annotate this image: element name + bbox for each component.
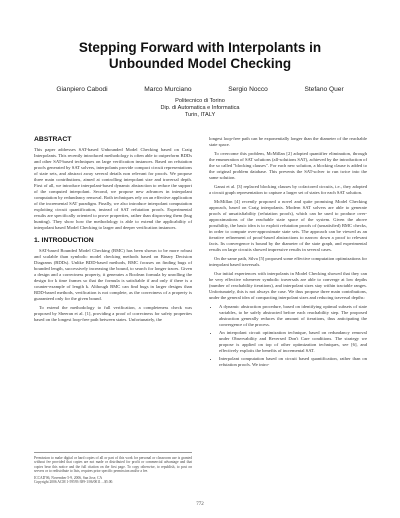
author-name: Gianpiero Cabodi — [56, 86, 108, 93]
abstract-heading: ABSTRACT — [34, 136, 72, 143]
title-line-1: Stepping Forward with Interpolants in — [78, 40, 322, 55]
author-name: Stefano Quer — [304, 86, 344, 93]
left-column — [34, 136, 192, 326]
abstract-text: This paper addresses SAT-based Unbounded Model Checking based on Craig Interpolants. This recently introduced methodology is often able to outperform BDDs and other SAT-based techniques on large verification instances. Based on refutation proofs generated by SAT solvers, interpolants provide compact circuit representations of state sets, and abstract away several details non relevant for proofs. We propose three main contributions, aimed at controlling interpolant size and traversal depth. First of all, we introduce interpolant-based dynamic abstraction to reduce the support of the computed interpolant. Second, we propose new advances in interpolant computation by redundancy removal. Both techniques rely on an effective application of the incremental SAT paradigm. Finally, we also introduce interpolant computation exploiting circuit quantification, instead of SAT refutation proofs. Experimental results are specifically oriented to prove properties, rather than disproving them (bug hunting). They show how the methodology is able to extend the applicability of interpolant based Model Checking to larger and deeper verification instances. — [34, 147, 192, 230]
affiliation-line: Turin, ITALY — [184, 112, 216, 118]
list-item: • Interpolant computation based on circuit based quantification, rather than on refutation proofs. We intro- — [219, 356, 367, 368]
author-name: Marco Murciano — [144, 86, 192, 93]
list-item: • A dynamic abstraction procedure, based on identifying optimal subsets of state variables, to be safely abstracted before each reachability step. The proposed abstraction generally reduces the amount of iterations, thus anticipating the convergence of the process. — [219, 304, 367, 328]
affiliation — [0, 98, 400, 119]
permission-notice: Permission to make digital or hard copies of all or part of this work for personal or classroom use is granted without fee provided that copies are not made or distributed for profit or commercial advantage and that copies bear this notice and the full citation on the first page. To copy otherwise, to republish, to post on servers or to redistribute to lists, requires prior specific permission and/or a fee. — [34, 456, 192, 474]
list-item: • An interpolant circuit optimization technique, based on redundancy removal under Observability and Reversed Don't Care conditions. The strategy we propose is applied on top of other optimization techniques, see [6], and effectively exploits the benefits of incremental SAT. — [219, 330, 367, 354]
affiliation-line: Politecnico di Torino — [175, 98, 225, 104]
contribution-list — [209, 304, 367, 368]
paper-title — [0, 40, 400, 72]
paragraph: McMillan [4] recently proposed a novel and quite promising Model Checking approach, based on Craig interpolants. Modern SAT solvers are able to generate proofs of unsatisfiability (refutation proofs), which can be used to produce over-approximations of the reachable state space of the system. Given the above possibility, the basic idea is to exploit refutation proofs of (unsatisfied) BMC checks, in order to compute over-approximate state sets. The approach can be viewed as an iterative refinement of proof-based abstractions to narrow down a proof to relevant facts. Its convergence is bound by the diameter of the state graph, and experimental results on large circuits showed impressive results in several cases. — [209, 199, 367, 252]
copyright-footnote — [34, 452, 192, 484]
author-name: Sergio Nocco — [228, 86, 268, 93]
paragraph: SAT-based Bounded Model Checking (BMC) has been shown to be more robust and scalable than symbolic model checking methods based on Binary Decision Diagrams (BDDs). Unlike BDD-based methods, BMC focuses on finding bugs of bounded length, successively increasing the bound, to search for longer traces. Given a design and a correctness property, it generates a Boolean formula by unrolling the design for k time frames so that the formula is satisfiable if and only if there is a counter-example of length k. Although BMC can find bugs in larger designs than BDD-based methods, verification is not complete, as the correctness of a property is guaranteed only for the given bound. — [34, 248, 192, 301]
page-number: 772 — [196, 502, 204, 507]
paragraph: Ganai et al. [3] replaced blocking clauses by cofactored circuits, i.e., they adopted a circuit graph representation to capture a larger set of states for each SAT solution. — [209, 184, 367, 195]
author-list — [0, 86, 400, 93]
paragraph: Our initial experiences with interpolants in Model Checking showed that they can be very effective whenever symbolic traversals are able to converge at low depths (number of reachability iterations), and interpolant sizes stay within tractable ranges. Unfortunately, this is not always the case. We thus propose three main contributions, under the general idea of compacting interpolant sizes and reducing traversal depths: — [209, 271, 367, 300]
paragraph: To extend the methodology to full verification, a completeness check was proposed by Sheeran et al. [1], providing a proof of correctness for safety properties based on the longest loop-free path between states. Unfortunately, the — [34, 305, 192, 322]
paragraph: longest loop-free path can be exponentially longer than the diameter of the reachable state space. — [209, 136, 367, 147]
title-line-2: Unbounded Model Checking — [108, 56, 292, 71]
affiliation-line: Dip. di Automatica e Informatica — [160, 105, 240, 111]
right-column — [209, 136, 367, 370]
conference-info: ICCAD'06, November 5-9, 2006, San Jose, CA — [34, 475, 103, 480]
paragraph: To overcome this problem, McMillan [2] adopted quantifier elimination, through the enumeration of SAT solutions (all-solutions SAT), achieved by the introduction of the so called "blocking clauses". For each new solution, a blocking clause is added to the original problem database. This prevents the SAT-solver to run twice into the same solution. — [209, 151, 367, 180]
copyright-line: Copyright 2006 ACM 1-59593-389-1/06/0011 ...$5.00. — [34, 480, 114, 485]
intro-heading: 1. INTRODUCTION — [34, 237, 94, 244]
paragraph: On the same path, Silva [5] proposed some effective computation optimizations for interpolant based traversals. — [209, 256, 368, 267]
